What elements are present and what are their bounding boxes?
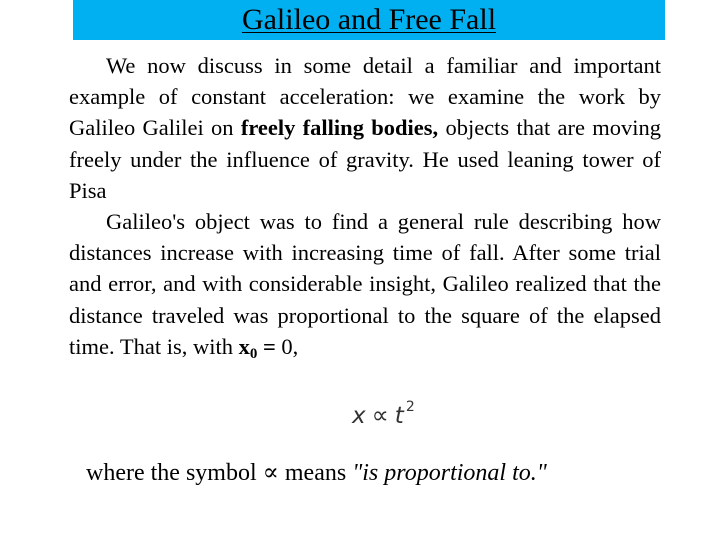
footnote-symbol: ∝ [262, 460, 279, 486]
body-text [69, 50, 661, 362]
paragraph-2-lead: Galileo's object was to find a general rule describing how distances increase with increasing time of fall. After some trial and error, and with considerable insight, Galileo realized that the distance traveled was proportional to the square of the elapsed time. That is, with [69, 209, 661, 359]
formula-left-var: x [352, 403, 366, 429]
proportionality-formula [352, 400, 415, 431]
paragraph-1-bold-term: freely falling bodies, [240, 115, 439, 141]
symbol-explanation [86, 456, 547, 490]
paragraph-1-lead: We now discuss in some detail a familiar and important example of constant acceleration: we examine the work by Galileo Galilei on [69, 53, 661, 141]
footnote-mid: means [284, 460, 347, 486]
formula-right-var: t [394, 403, 404, 429]
initial-position-symbol [238, 333, 258, 362]
page-title: Galileo and Free Fall [241, 3, 497, 36]
paragraph-1-tail: objects that are moving freely under the influence of gravity. He used leaning tower of Pisa [69, 115, 662, 203]
initial-position-value: 0, [281, 333, 299, 359]
paragraph-2 [69, 206, 661, 362]
footnote-definition: "is proportional to." [352, 460, 547, 486]
initial-position-subscript: 0 [249, 345, 258, 362]
equals-sign: = [262, 333, 276, 359]
title-bar [73, 0, 665, 40]
paragraph-1 [69, 50, 661, 206]
footnote-lead: where the symbol [86, 460, 257, 486]
initial-position-var: x [238, 333, 250, 359]
proportional-to-symbol: ∝ [371, 401, 389, 429]
formula-exponent: 2 [405, 399, 415, 415]
